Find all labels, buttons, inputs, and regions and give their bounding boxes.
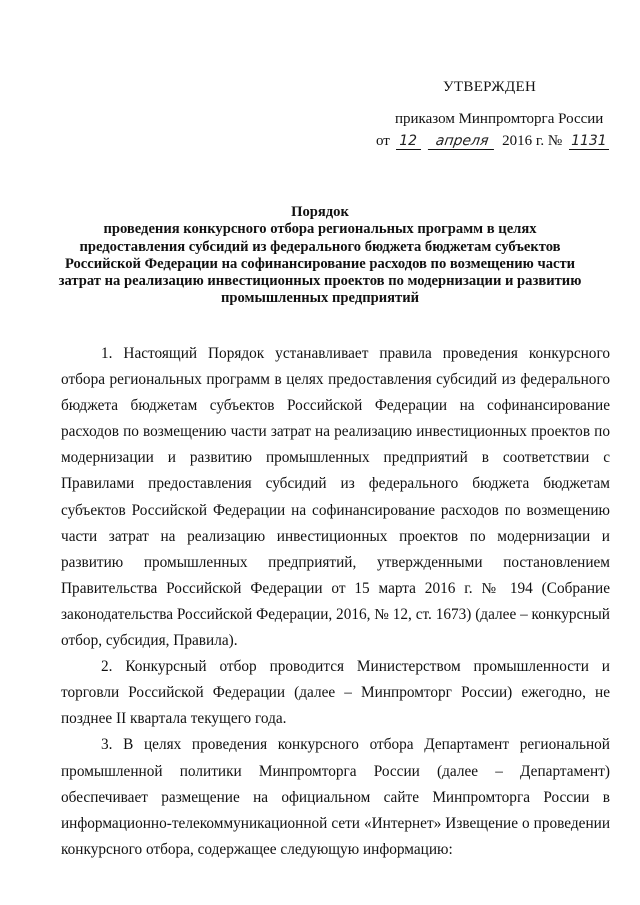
order-date-line — [376, 133, 609, 150]
document-body — [61, 341, 610, 863]
date-prefix: от — [376, 133, 390, 149]
title-line-3: предоставления субсидий из федерального бюджета бюджетам субъектов — [79, 238, 561, 255]
approved-heading: УТВЕРЖДЕН — [443, 79, 537, 95]
date-year: 2016 г. № — [502, 133, 563, 149]
handwritten-day: 12 — [396, 134, 421, 150]
handwritten-order-number: 1131 — [569, 134, 609, 150]
order-line: приказом Минпромторга России — [395, 111, 604, 127]
title-line-4: Российской Федерации на софинансирование расходов по возмещению части — [64, 255, 576, 272]
title-line-6: промышленных предприятий — [220, 290, 420, 307]
paragraph-3: 3. В целях проведения конкурсного отбора Департамент региональной промышленной политики Минпромторга России (далее – Департамент) обеспечивает размещение на официальном сайте Минпромторга России в информационно-телекоммуникационной сети «Интернет» Извещение о проведении конкурсного отбора, содержащее следующую информацию: — [61, 736, 610, 858]
paragraph-2: 2. Конкурсный отбор проводится Министерством промышленности и торговли Российской Федерации (далее – Минпромторг России) ежегодно, не позднее II квартала текущего года. — [61, 658, 610, 728]
title-line-5: затрат на реализацию инвестиционных проектов по модернизации и развитию — [58, 273, 582, 290]
paragraph-1: 1. Настоящий Порядок устанавливает правила проведения конкурсного отбора региональных программ в целях предоставления субсидий из федерального бюджета бюджетам субъектов Российской Федерации на софинансирование расходов по возмещению части затрат на реализацию инвестиционных проектов по модернизации и развитию промышленных предприятий в соответствии с Правилами предоставления субсидий из федерального бюджета бюджетам субъектов Российской Федерации на софинансирование расходов по возмещению части затрат на реализацию инвестиционных проектов по модернизации и развитию промышленных предприятий, утвержденными постановлением Правительства Российской Федерации от 15 марта 2016 г. № 194 (Собрание законодательства Российской Федерации, 2016, № 12, ст. 1673) (далее – конкурсный отбор, субсидия, Правила). — [61, 345, 610, 650]
document-title — [40, 204, 600, 308]
title-line-1: Порядок — [291, 204, 349, 220]
handwritten-month: апреля — [428, 134, 496, 150]
title-line-2: проведения конкурсного отбора региональных программ в целях — [103, 221, 537, 238]
